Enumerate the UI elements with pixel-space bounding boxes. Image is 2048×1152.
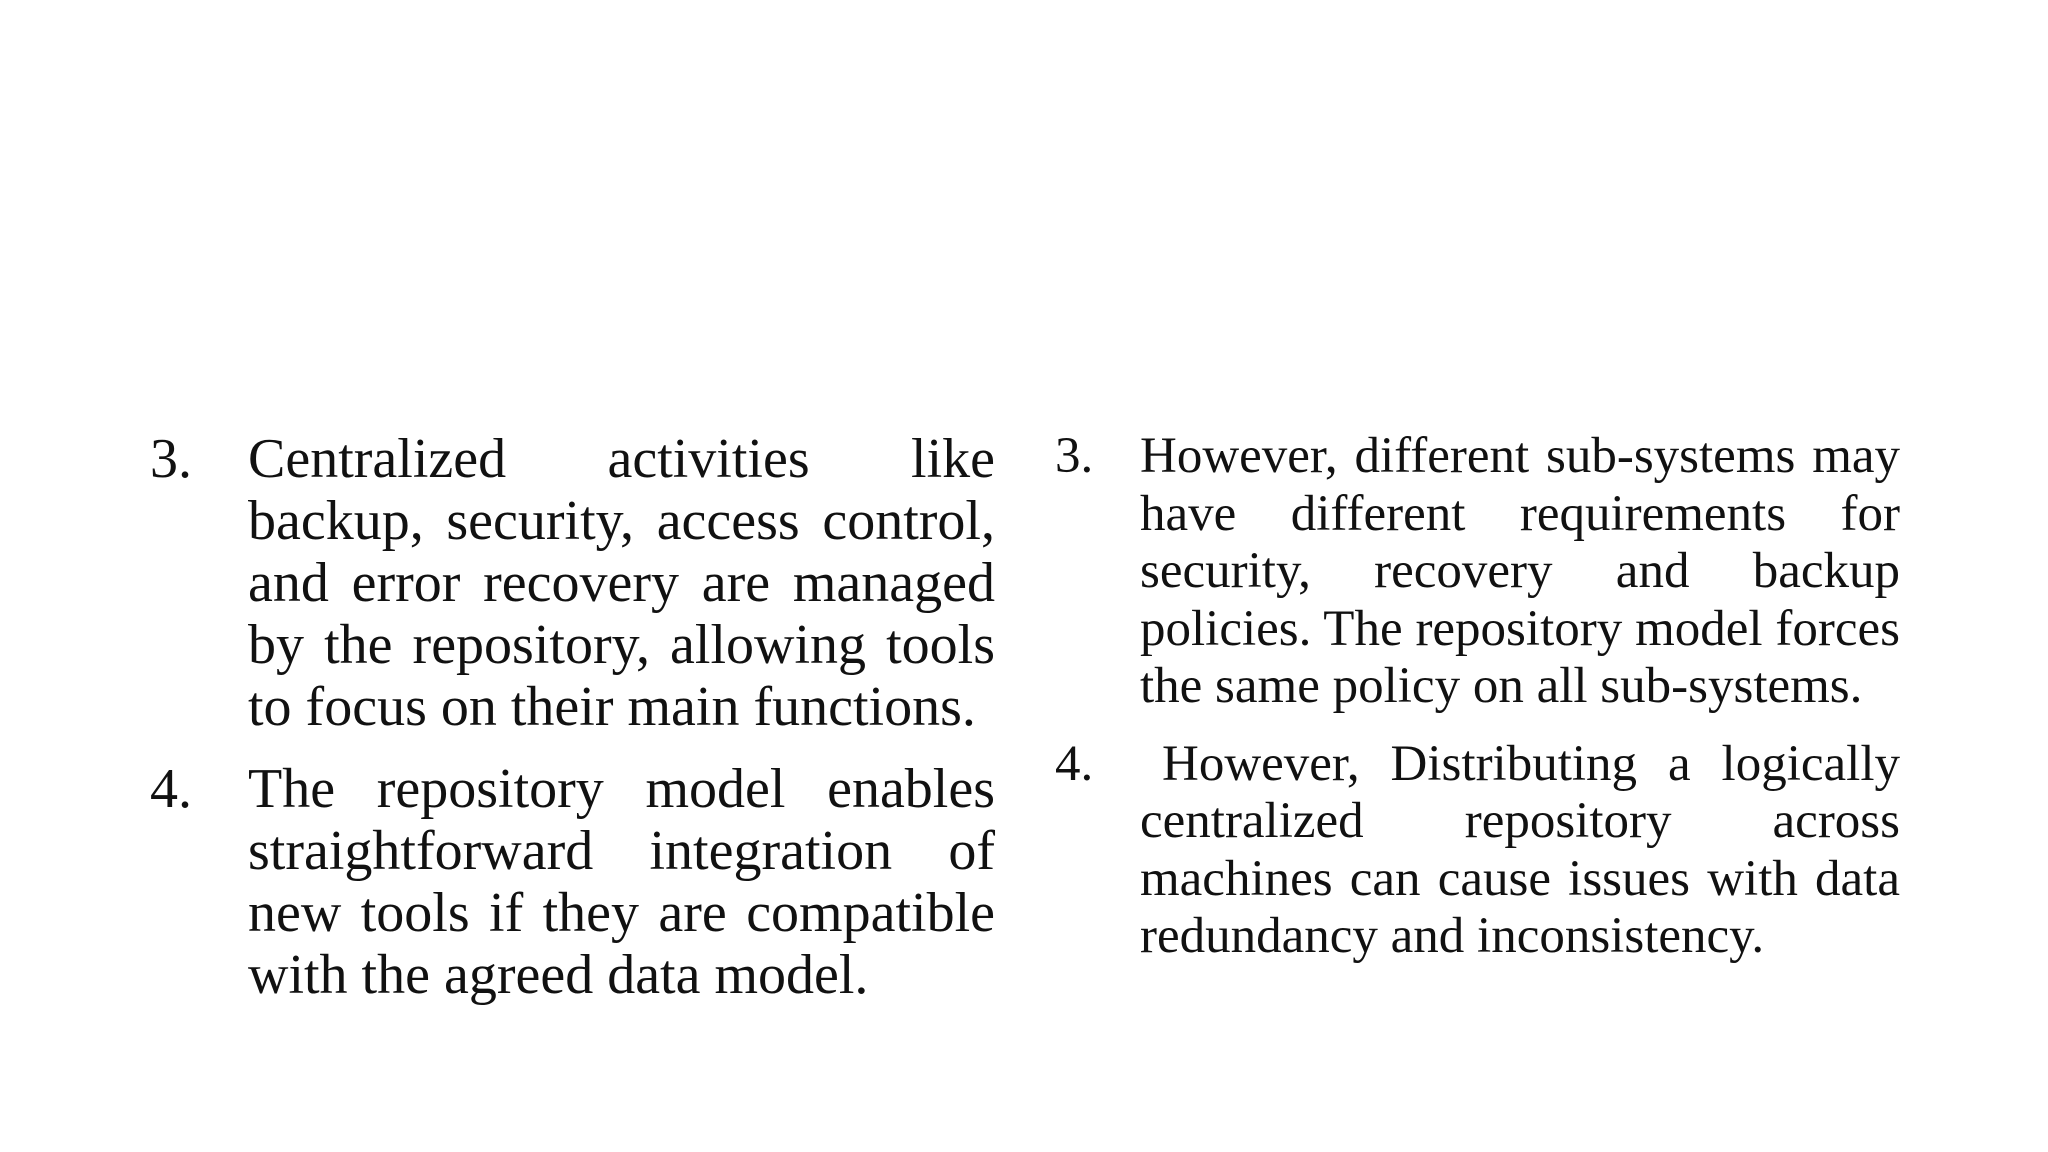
list-item-text: However, different sub-systems may have different requirements for security, recovery and backup policies. The repository model forces the same policy on all sub-systems. (1140, 428, 1900, 714)
list-item-text: The repository model enables straightforward integration of new tools if they are compatible with the agreed data model. (248, 758, 995, 1006)
list-item (1055, 736, 1905, 966)
list-item-number: 4. (150, 758, 192, 820)
list-item-number: 4. (1055, 735, 1094, 792)
list-item (150, 428, 1000, 738)
list-item (150, 758, 1000, 1006)
list-item-text: Centralized activities like backup, security, access control, and error recovery are managed by the repository, allowing tools to focus on their main functions. (248, 428, 995, 738)
disadvantages-list (1055, 428, 1905, 966)
list-item-text: However, Distributing a logically centralized repository across machines can cause issues with data redundancy and inconsistency. (1140, 735, 1900, 964)
list-item-number: 3. (150, 428, 192, 490)
advantages-list (150, 428, 1000, 1006)
right-column (1055, 428, 1905, 966)
left-column (150, 428, 1000, 1006)
list-item (1055, 428, 1905, 716)
list-item-number: 3. (1055, 428, 1094, 484)
